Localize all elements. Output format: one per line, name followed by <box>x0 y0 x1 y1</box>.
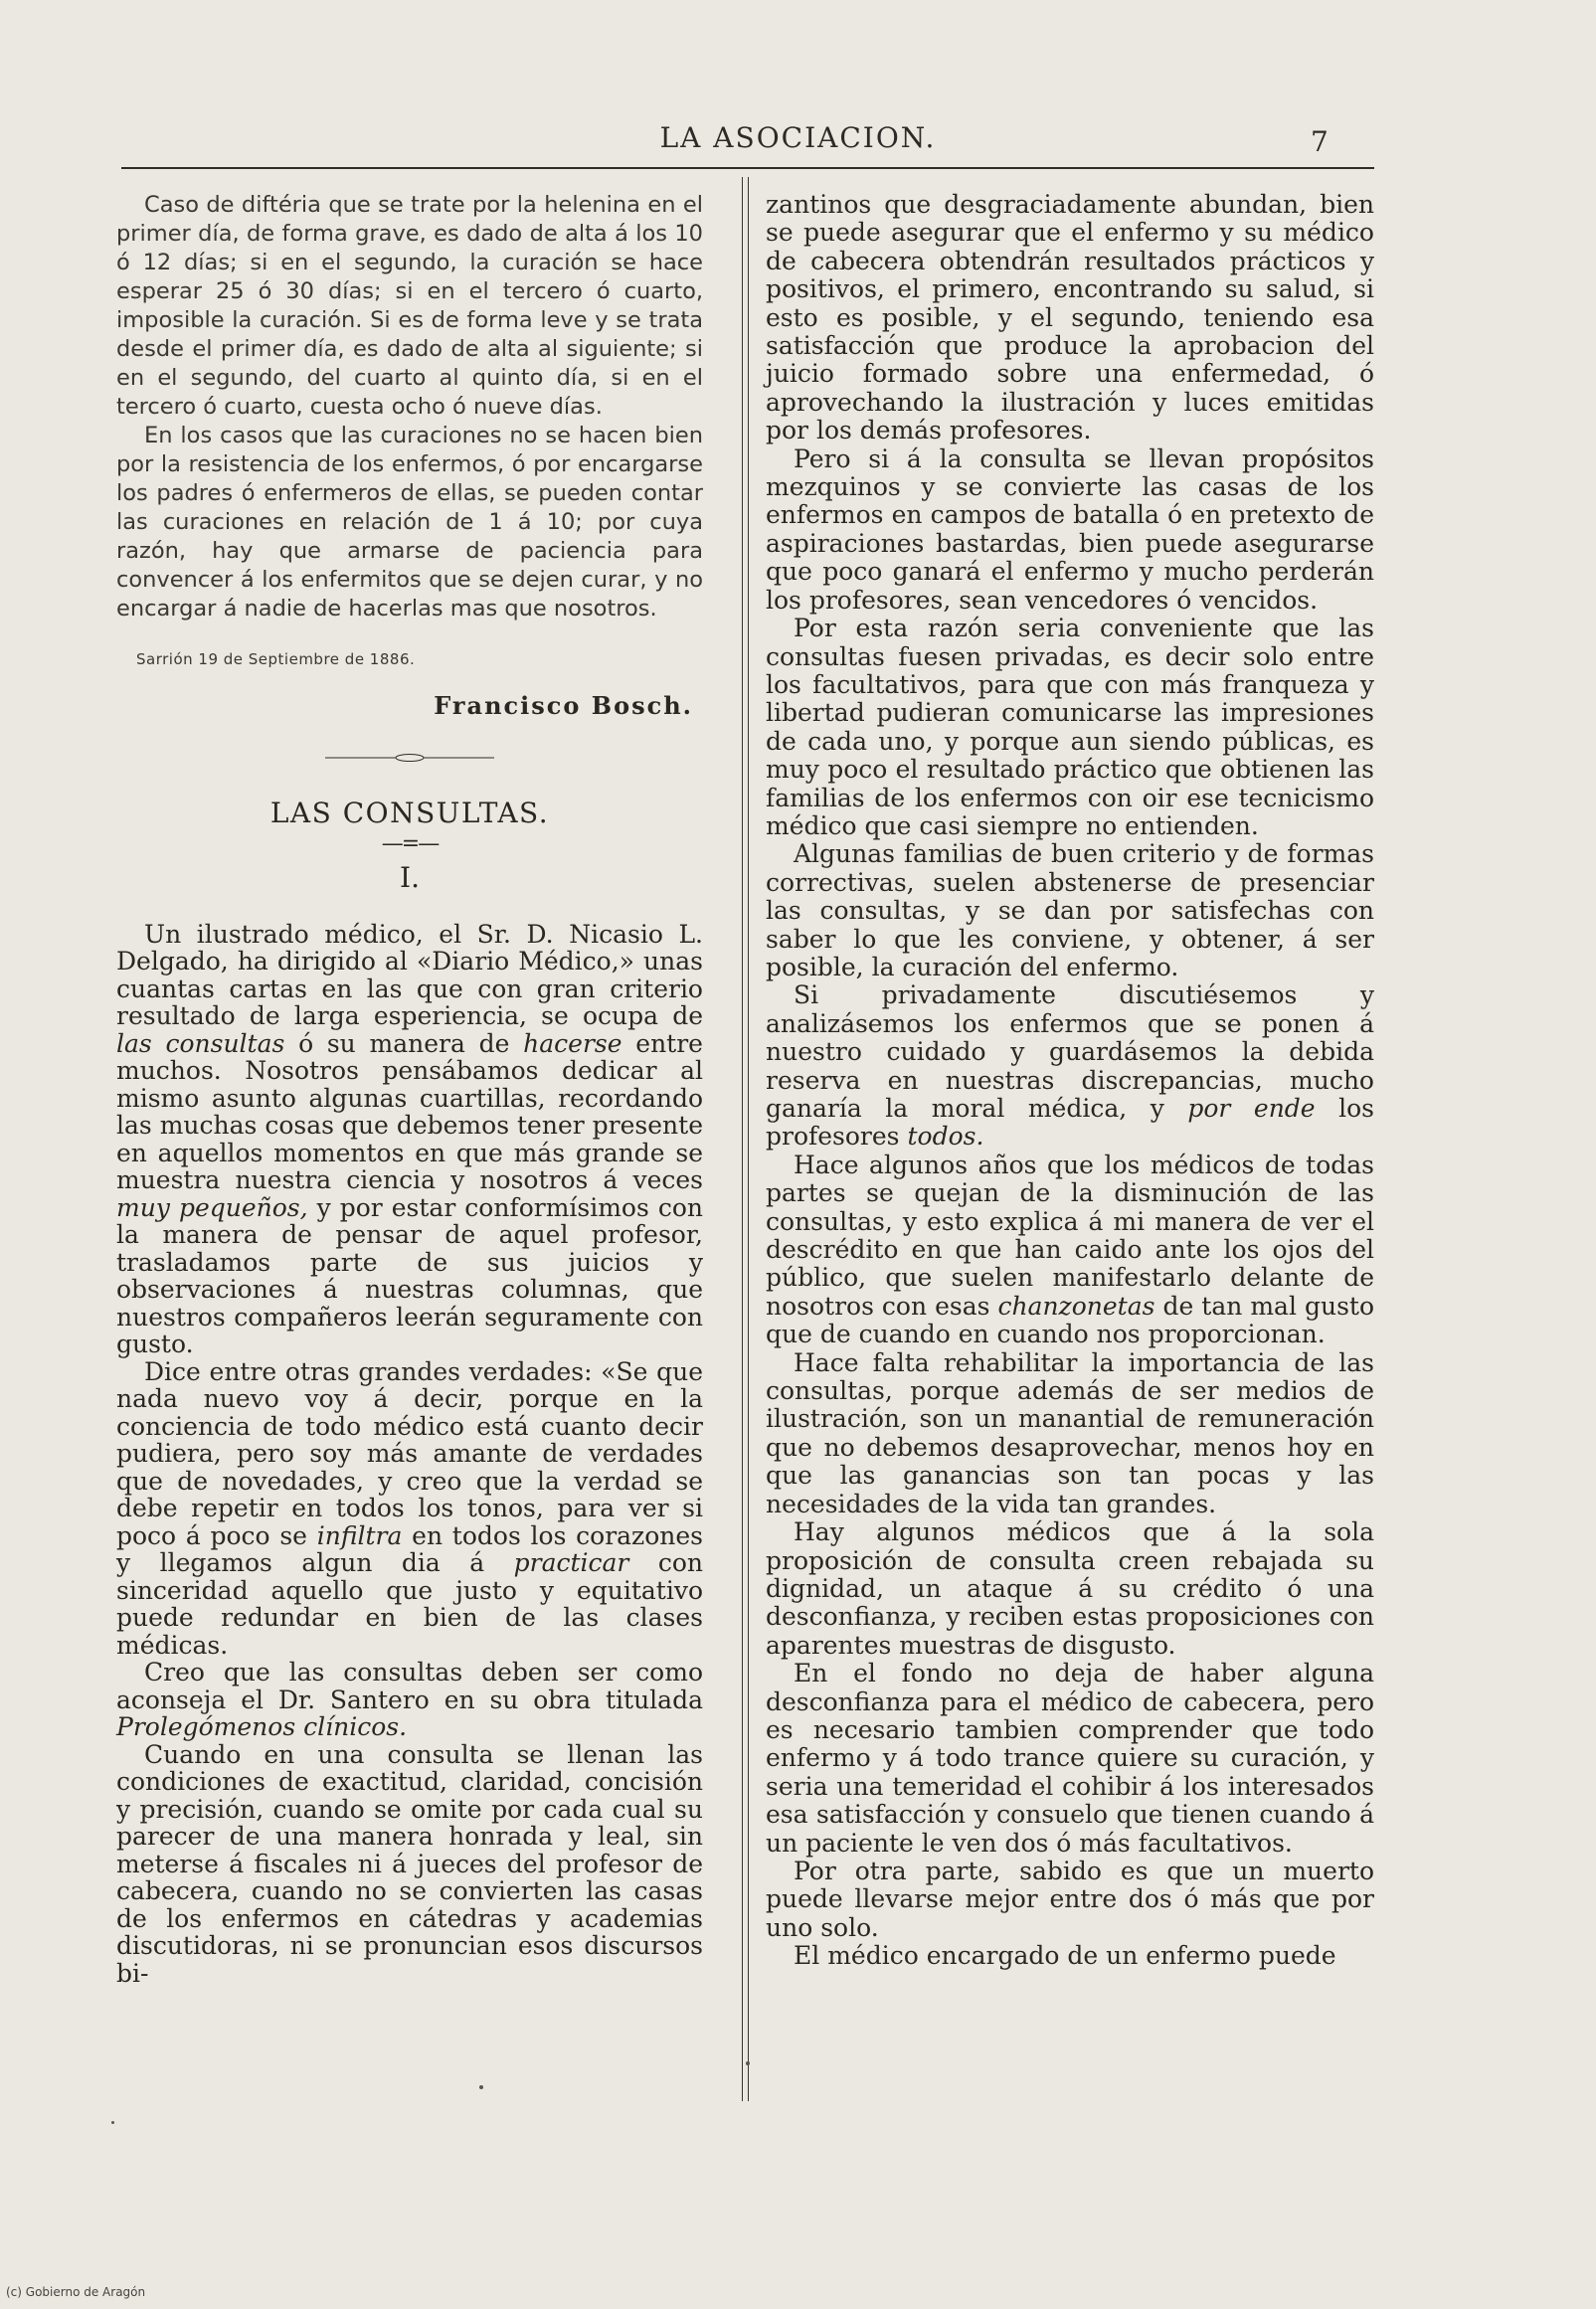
left-column <box>116 191 703 1987</box>
italic-text: infiltra <box>316 1520 403 1550</box>
text-run: Un ilustrado médico, el Sr. D. Nicasio L. Delgado, ha dirigido al «Diario Médico,» unas cuantas cartas en las que con gran criterio resultado de larga esperiencia, se ocupa de <box>116 919 703 1031</box>
paragraph: El médico encargado de un enfermo puede <box>794 1941 1336 1971</box>
text-run: Hace algunos años que los médicos de todas partes se quejan de la disminución de las consultas, y esto explica á mi manera de ver el descrédito en que han caido ante los ojos del público, que suelen manifestarlo delante de nosotros con esas <box>766 1150 1374 1321</box>
section-number: I. <box>400 861 420 895</box>
paragraph: Pero si á la consulta se llevan propósitos mezquinos y se convierte las casas de los enfermos en campos de batalla ó en pretexto de aspiraciones bastardas, bien puede asegurarse que poco ganará el enfermo y mucho perderán los profesores, sean vencedores ó vencidos. <box>766 444 1374 615</box>
ornament-divider-icon <box>325 752 494 764</box>
paragraph: Hay algunos médicos que á la sola proposición de consulta creen rebajada su dignidad, un ataque á su crédito ó una desconfianza, y reciben estas proposiciones con aparentes muestras de disgusto. <box>766 1517 1374 1660</box>
italic-text: chanzonetas <box>997 1291 1155 1321</box>
previous-article-end <box>116 191 703 623</box>
text-run: Si privadamente discutiésemos y analizásemos los enfermos que se ponen á nuestro cuidado y guardásemos la debida reserva en nuestras discrepancias, mucho ganaría la moral médica, y <box>766 980 1374 1123</box>
italic-text: por ende <box>1187 1094 1316 1123</box>
text-run: ó su manera de <box>284 1028 524 1058</box>
paragraph: Hace falta rehabilitar la importancia de las consultas, porque además de ser medios de ilustración, son un manantial de remuneración que no debemos desaprovechar, menos hoy en que las ganancias son tan pocas y las necesidades de la vida tan grandes. <box>766 1347 1374 1518</box>
text-run: con sinceridad aquello que justo y equitativo puede redundar en bien de las clases médicas. <box>116 1548 703 1660</box>
page-header-title: LA ASOCIACION. <box>659 121 937 154</box>
text-run: Dice entre otras grandes verdades: «Se que nada nuevo voy á decir, porque en la conciencia de todo médico está cuanto decir pudiera, pero soy más amante de verdades que de novedades, y creo que la verdad se debe repetir en todos los tonos, para ver si poco á poco se <box>116 1356 703 1550</box>
text-run: los profesores <box>766 1094 1375 1152</box>
ornament-divider <box>325 752 494 764</box>
image-credit: (c) Gobierno de Aragón <box>6 2285 146 2299</box>
ink-speck <box>746 2061 750 2065</box>
header-rule <box>121 167 1374 169</box>
right-column <box>766 191 1374 1971</box>
paragraph: Algunas familias de buen criterio y de formas correctivas, suelen abstenerse de presenciar las consultas, y se dan por satisfechas con saber lo que les conviene, y obtener, á ser posible, la curación del enfermo. <box>766 839 1374 981</box>
italic-text: muy pequeños, <box>116 1192 308 1222</box>
article-body-left <box>116 921 703 1988</box>
column-divider <box>742 177 749 2101</box>
date-line: Sarrión 19 de Septiembre de 1886. <box>136 650 416 668</box>
italic-text: practicar <box>513 1548 629 1578</box>
text-run: de tan mal gusto que de cuando en cuando nos proporcionan. <box>766 1291 1374 1349</box>
italic-text: todos. <box>907 1122 984 1152</box>
paragraph: En el fondo no deja de haber alguna desconfianza para el médico de cabecera, pero es necesario tambien comprender que todo enfermo y á todo trance quiere su curación, y seria una temeridad el cohibir á los interesados esa satisfacción y consuelo que tienen cuando á un paciente le ven dos ó más facultativos. <box>766 1659 1374 1858</box>
paragraph: En los casos que las curaciones no se hacen bien por la resistencia de los enfermos, ó por encargarse los padres ó enfermeros de ellas, se pueden contar las curaciones en relación de 1 á 10; por cuya razón, hay que armarse de paciencia para convencer á los enfermitos que se dejen curar, y no encargar á nadie de hacerlas mas que nosotros. <box>116 423 703 622</box>
paragraph: Por otra parte, sabido es que un muerto puede llevarse mejor entre dos ó más que por uno solo. <box>766 1856 1374 1942</box>
italic-text: Prolegómenos clínicos. <box>116 1712 408 1742</box>
paragraph: Caso de diftéria que se trate por la helenina en el primer día, de forma grave, es dado de alta á los 10 ó 12 días; si en el segundo, la curación se hace esperar 25 ó 30 días; si en el tercero ó cuarto, imposible la curación. Si es de forma leve y se trata desde el primer día, es dado de alta al siguiente; si en el segundo, del cuarto al quinto día, si en el tercero ó cuarto, cuesta ocho ó nueve días. <box>116 192 703 420</box>
text-run: en todos los corazones y llegamos algun dia á <box>116 1520 703 1578</box>
paragraph <box>766 981 1374 1151</box>
paragraph: zantinos que desgraciadamente abundan, bien se puede asegurar que el enfermo y su médico de cabecera obtendrán resultados prácticos y positivos, el primero, encontrando su salud, si esto es posible, y el segundo, teniendo esa satisfacción que produce la aprobacion del juicio formado sobre una enfermedad, ó aprovechando la ilustración y luces emitidas por los demás profesores. <box>766 190 1374 445</box>
text-run: y por estar conformísimos con la manera de pensar de aquel profesor, trasladamos parte de sus juicios y observaciones á nuestras columnas, que nuestros compañeros leerán seguramente con gusto. <box>116 1192 703 1359</box>
text-run: Creo que las consultas deben ser como aconseja el Dr. Santero en su obra titulada <box>116 1658 703 1714</box>
page-number: 7 <box>1311 125 1329 158</box>
section-mark: —=— <box>381 830 439 856</box>
section-title: LAS CONSULTAS. <box>269 797 550 830</box>
paragraph <box>766 1152 1374 1349</box>
paragraph <box>116 1659 703 1741</box>
ink-speck <box>479 2085 483 2089</box>
author-signature: Francisco Bosch. <box>434 690 693 720</box>
italic-text: las consultas <box>116 1028 285 1058</box>
text-run: entre muchos. Nosotros pensábamos dedicar al mismo asunto algunas cuartillas, recordando las muchas cosas que debemos tener presente en aquellos momentos en que más grande se muestra nuestra ciencia y nosotros á veces <box>116 1028 703 1195</box>
paragraph: Por esta razón seria conveniente que las consultas fuesen privadas, es decir solo entre los facultativos, para que con más franqueza y libertad pudieran comunicarse las impresiones de cada uno, y porque aun siendo públicas, es muy poco el resultado práctico que obtienen las familias de los enfermos con oir ese tecnicismo médico que casi siempre no entienden. <box>766 614 1374 840</box>
ink-speck <box>111 2121 114 2124</box>
paragraph <box>116 921 703 1358</box>
italic-text: hacerse <box>523 1028 622 1058</box>
paragraph: Cuando en una consulta se llenan las condiciones de exactitud, claridad, concisión y precisión, cuando se omite por cada cual su parecer de una manera honrada y leal, sin meterse á fiscales ni á jueces del profesor de cabecera, cuando no se convierten las casas de los enfermos en cátedras y academias discutidoras, ni se pronuncian esos discursos bi- <box>116 1739 703 1988</box>
paragraph <box>116 1358 703 1660</box>
